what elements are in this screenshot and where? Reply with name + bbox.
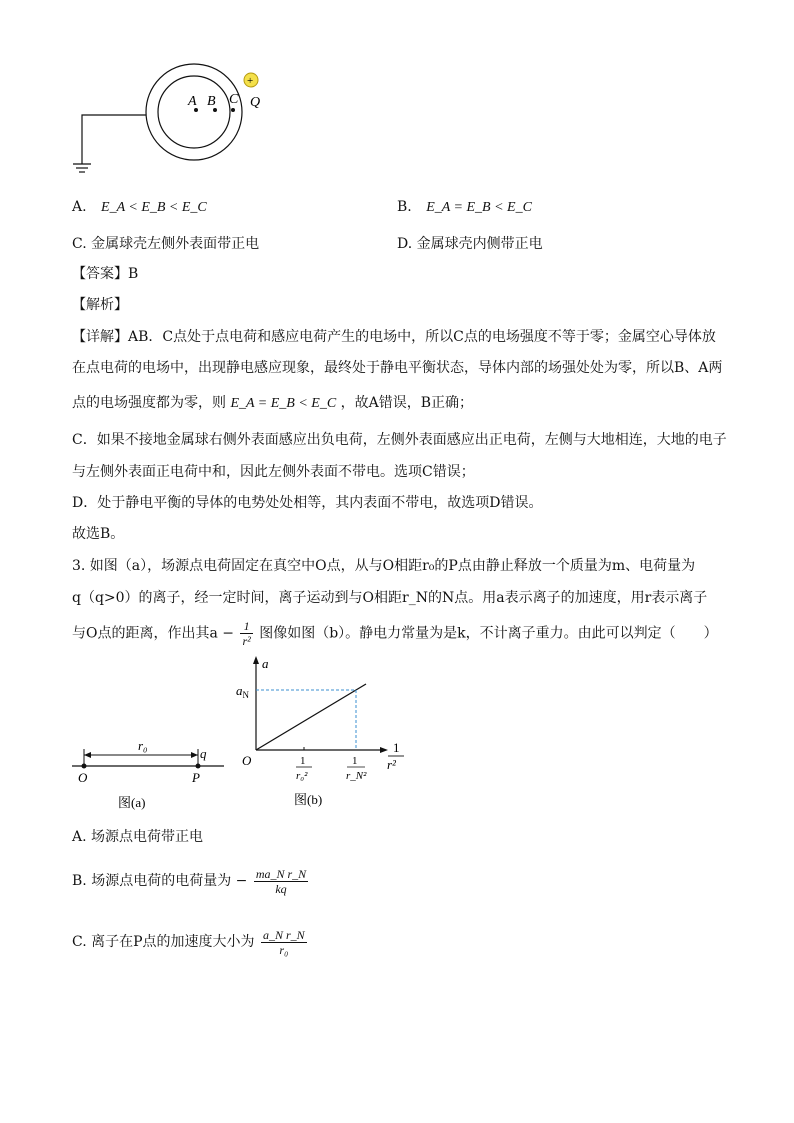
label-q: Q [250,95,261,110]
tick2-num: 1 [352,755,358,767]
data-line [256,684,366,750]
q3-option-a: A. 场源点电荷带正电 [72,829,204,845]
analysis-line-7: 故选B。 [72,526,125,542]
detail-label: 【详解】 [72,329,128,345]
x-axis-arrow-icon [380,747,388,753]
analysis-text-3-expr: E_A = E_B < E_C [230,396,337,411]
ground-wire [82,115,146,164]
analysis-label: 【解析】 [72,297,128,313]
option-b-fraction [254,867,308,896]
analysis-text-3-pre: 点的电场强度都为零，则 [72,395,226,411]
label-a-axis: a [262,656,269,671]
shell-outer-circle [146,64,242,160]
label-o: O [78,770,88,785]
option-c-fraction [261,928,307,957]
charge-sign: + [247,75,254,87]
q3-option-b [72,864,310,898]
figure-a [72,735,232,815]
analysis-text-1: AB．C点处于点电荷和感应电荷产生的电场中，所以C点的电场强度不等于零；金属空心导体放 [128,329,716,345]
answer-label: 【答案】 [72,266,128,282]
point-c [231,108,235,112]
option-letter: B. [397,199,412,215]
tick1-num: 1 [300,755,306,767]
q3-frac-num: 1 [240,619,252,634]
q2-option-a [72,197,207,218]
analysis-line-1 [72,327,724,347]
q2-option-d: D. 金属球壳内侧带正电 [397,236,543,252]
q3-text-3-post: 图像如图（b）。静电力常量为是k，不计离子重力。由此可以判定（ ） [259,625,718,642]
option-b-den: kq [275,881,287,896]
option-b-num: ma_N r_N [255,866,307,881]
q3-option-c [72,925,309,959]
q3-line-3 [72,619,724,648]
label-r0: r₀ [138,738,148,753]
option-c-den: r₀ [279,942,289,957]
q3-line-2: q（q>0）的离子，经一定时间，离子运动到与O相距r_N的N点。用a表示离子的加速度，用r表示离子 [72,590,708,606]
point-p [196,764,201,769]
caption-a: 图(a) [118,795,146,810]
option-c-pre: C. 离子在P点的加速度大小为 [72,934,255,950]
figure-b [230,652,410,814]
tick1-den: r₀² [296,770,308,782]
q2-option-b [397,197,532,218]
point-o [82,764,87,769]
q2-option-c: C. 金属球壳左侧外表面带正电 [72,236,260,252]
label-aN-sub: N [242,690,249,700]
axis-label-den: r² [387,757,396,772]
option-b-expr: E_A = E_B < E_C [426,200,532,215]
q3-text-3-pre: 与O点的距离，作出其a − [72,625,235,642]
label-c: C [229,92,239,107]
label-p: P [192,770,200,785]
analysis-line-6: D．处于静电平衡的导体的电势处处相等，其内表面不带电，故选项D错误。 [72,495,543,511]
caption-b: 图(b) [294,792,323,807]
arrow-right-icon [191,752,198,758]
answer-value: B [128,266,139,282]
y-axis-arrow-icon [253,656,259,664]
label-a: A [188,94,197,109]
label-b: B [207,94,216,109]
answer-line [72,264,138,284]
label-aN [236,683,250,700]
figure-grounded-shell [60,62,290,190]
analysis-text-3-post: ，故A错误，B正确； [340,395,474,411]
option-letter: A. [72,199,87,215]
analysis-line-3 [72,393,724,414]
ground-symbol-icon [73,164,91,172]
label-origin: O [242,753,252,768]
arrow-left-icon [84,752,91,758]
q3-frac-den: r² [242,634,251,648]
q3-fraction [240,619,252,648]
analysis-line-4: C．如果不接地金属球右侧外表面感应出负电荷，左侧外表面感应出正电荷，左侧与大地相连，大地的电子 [72,432,727,448]
tick2-den: r_N² [346,770,367,782]
shell-inner-circle [158,76,230,148]
option-a-expr: E_A < E_B < E_C [101,200,207,215]
option-c-num: a_N r_N [263,927,305,942]
option-b-pre: B. 场源点电荷的电荷量为 − [72,873,248,889]
label-aN-base: a [236,683,243,698]
q3-line-1: 3. 如图（a），场源点电荷固定在真空中O点，从与O相距r₀的P点由静止释放一个质量为m、电荷量为 [72,558,696,574]
label-q: q [200,746,207,761]
analysis-line-5: 与左侧外表面正电荷中和，因此左侧外表面不带电。选项C错误； [72,464,475,480]
axis-label-num: 1 [393,740,400,755]
analysis-line-2: 在点电荷的电场中，出现静电感应现象，最终处于静电平衡状态，导体内部的场强处处为零，所以B、A两 [72,360,723,376]
